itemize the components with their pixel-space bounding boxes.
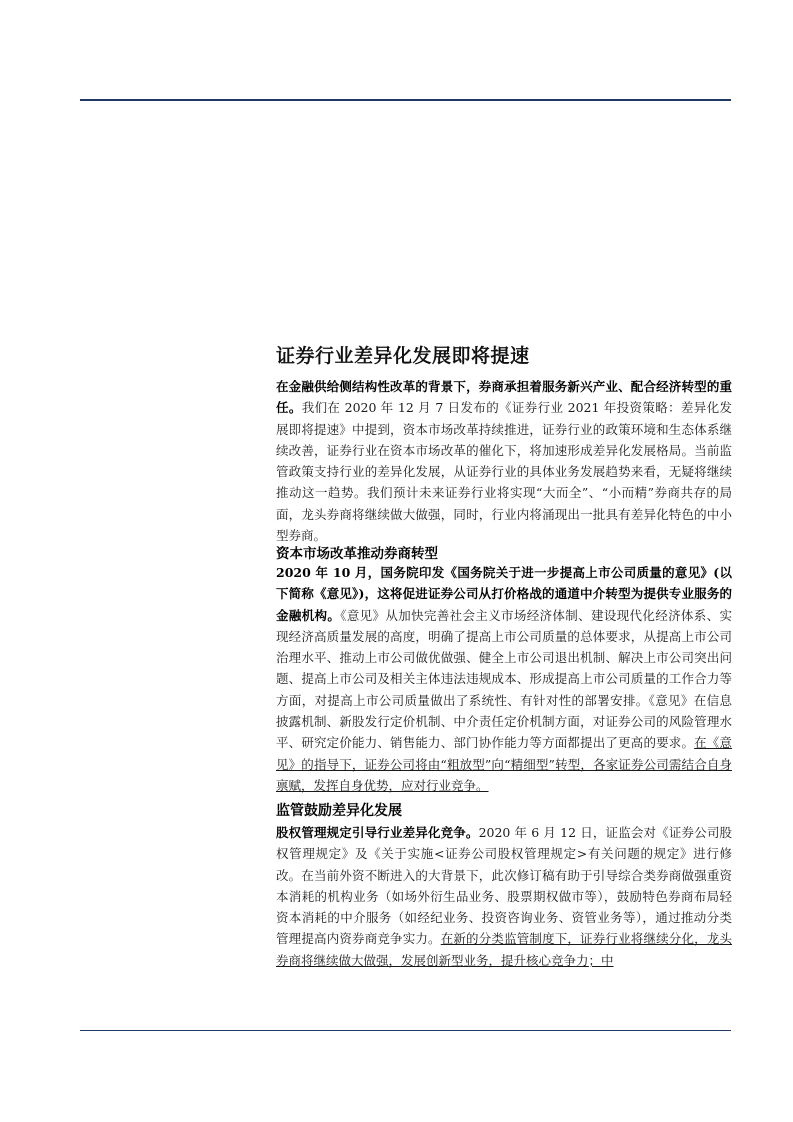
page-title: 证券行业差异化发展即将提速 xyxy=(276,345,530,367)
footer-rule xyxy=(80,1030,731,1031)
section-heading-regulation: 监管鼓励差异化发展 xyxy=(276,803,402,819)
reform-body: 《意见》从加快完善社会主义市场经济体制、建设现代化经济体系、实现经济高质量发展的高度，明确了提高上市公司质量的总体要求，从提高上市公司治理水平、推动上市公司做优做强、健全上市公司退出机制、解决上市公司突出问题、提高上市公司及相关主体违法违规成本、形成提高上市公司质量的工作合力等方面，对提高上市公司质量做出了系统性、有针对性的部署安排。《意见》在信息披露机制、新股发行定价机制、中介责任定价机制方面，对证券公司的风险管理水平、研究定价能力、销售能力、部门协作能力等方面都提出了更高的要求。 xyxy=(276,607,732,751)
reform-paragraph xyxy=(276,562,732,796)
regulation-body: 2020 年 6 月 12 日，证监会对《证券公司股权管理规定》及《关于实施<证券公司股权管理规定>有关问题的规定》进行修改。在当前外资不断进入的大背景下，此次修订稿有助于引导综合类券商做强重资本消耗的机构业务（如场外衍生品业务、股票期权做市等），鼓励特色券商布局轻资本消耗的中介服务（如经纪业务、投资咨询业务、资管业务等），通过推动分类管理提高内资券商竞争实力。 xyxy=(276,825,732,947)
intro-paragraph xyxy=(276,376,732,546)
reform-underlined: 在《意见》的指导下，证券公司将由“粗放型”向“精细型”转型，各家证券公司需结合自身禀赋，发挥自身优势，应对行业竞争。 xyxy=(276,735,732,793)
header-rule xyxy=(80,99,731,101)
section-heading-reform: 资本市场改革推动券商转型 xyxy=(276,546,438,562)
regulation-paragraph xyxy=(276,822,732,971)
intro-lead: 在金融供给侧结构性改革的背景下，券商承担着服务新兴产业、配合经济转型的重任。 xyxy=(276,379,732,416)
reform-lead: 2020 年 10 月，国务院印发《国务院关于进一步提高上市公司质量的意见》(以下简称《意见》)，这将促进证券公司从打价格战的通道中介转型为提供专业服务的金融机构。 xyxy=(276,565,732,623)
regulation-underlined: 在新的分类监管制度下，证券行业将继续分化，龙头券商将继续做大做强，发展创新型业务，提升核心竞争力；中 xyxy=(276,931,732,968)
intro-body: 我们在 2020 年 12 月 7 日发布的《证券行业 2021 年投资策略：差异化发展即将提速》中提到，资本市场改革持续推进，证券行业的政策环境和生态体系继续改善，证券行业在资本市场改革的催化下，将加速形成差异化发展格局。当前监管政策支持行业的差异化发展，从证券行业的具体业务发展趋势来看，无疑将继续推动这一趋势。我们预计未来证券行业将实现“大而全”、“小而精”券商共存的局面，龙头券商将继续做大做强，同时，行业内将涌现出一批具有差异化特色的中小型券商。 xyxy=(276,400,732,544)
regulation-lead: 股权管理规定引导行业差异化竞争。 xyxy=(276,825,479,840)
